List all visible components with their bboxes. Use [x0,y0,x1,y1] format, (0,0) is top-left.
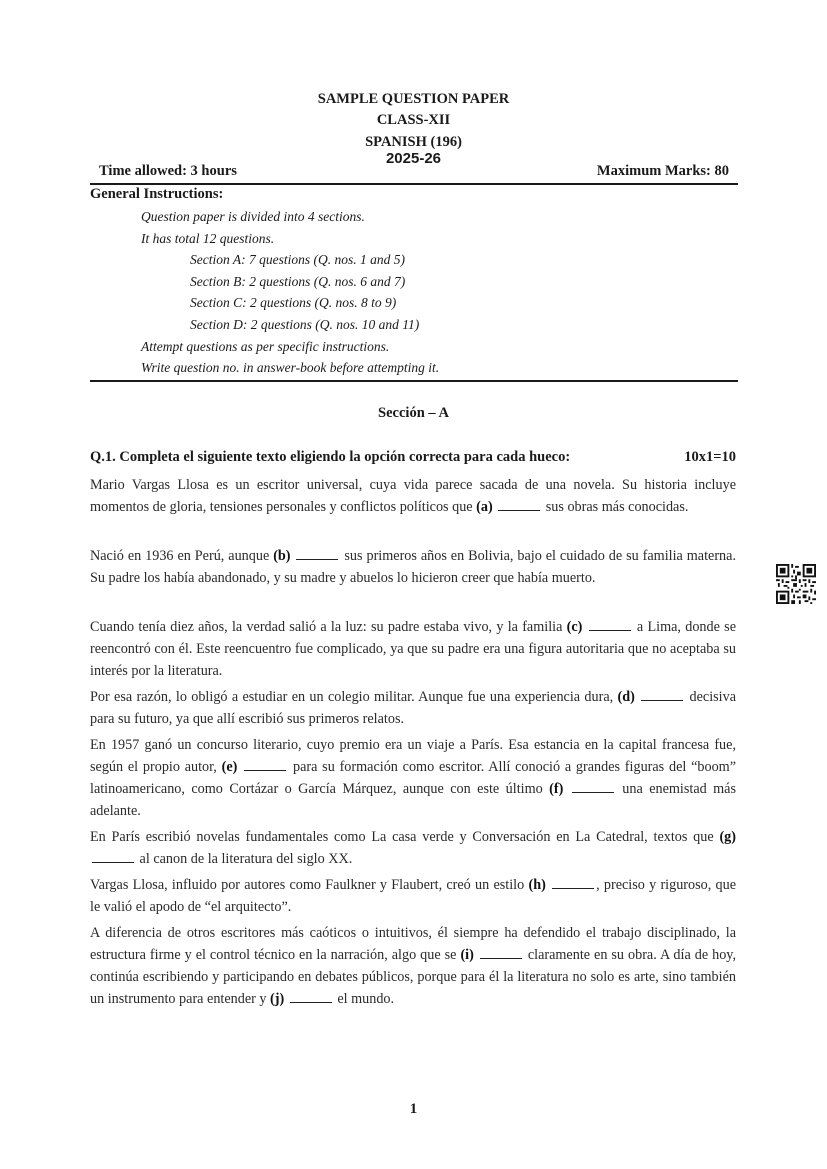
paragraph-text: Nació en 1936 en Perú, aunque [90,548,274,564]
gap-label: (h) [528,877,546,893]
instruction-item: Write question no. in answer-book before attempting it. [141,360,440,375]
gap-label: (g) [719,829,736,845]
paragraph-text: sus primeros años en Bolivia, bajo el cuidado de su familia materna. Su padre los había abandonado, y su madre y abuelos lo hicieron creer que había muerto. [90,548,736,586]
gap-label: (f) [549,781,564,797]
subject-label: SPANISH (196) [365,134,462,150]
gap-label: (d) [617,689,635,705]
answer-blank[interactable] [589,618,631,631]
gap-label: (b) [273,548,291,564]
paragraph [90,686,736,730]
paragraph [90,922,736,1010]
gap-label: (a) [476,499,493,515]
paragraph [90,545,736,589]
paragraph-text: claramente en su obra. A día de hoy, continúa escribiendo y participando en debates públicos, porque para él la literatura no solo es arte, sino también un instrumento para entender y [90,947,737,1007]
paragraph [90,734,736,822]
instruction-item: It has total 12 questions. [141,231,275,246]
question-1-marks: 10x1=10 [684,449,736,465]
answer-blank[interactable] [296,547,338,560]
answer-blank[interactable] [641,688,683,701]
gap-label: (e) [221,759,238,775]
answer-blank[interactable] [480,946,522,959]
paragraph-text: En París escribió novelas fundamentales como La casa verde y Conversación en La Catedral, textos que [90,829,720,845]
time-allowed: Time allowed: 3 hours [99,163,237,179]
paper-title: SAMPLE QUESTION PAPER [317,91,510,107]
paragraph [90,616,736,682]
answer-blank[interactable] [244,758,286,771]
answer-blank[interactable] [552,876,594,889]
instruction-item: Section C: 2 questions (Q. nos. 8 to 9) [190,295,397,310]
paragraph-text: En 1957 ganó un concurso literario, cuyo premio era un viaje a París. Esa estancia en la capital francesa fue, según el propio autor, [90,737,736,775]
answer-blank[interactable] [572,780,614,793]
instruction-item: Section D: 2 questions (Q. nos. 10 and 11) [190,317,420,332]
paragraph-text: A diferencia de otros escritores más caóticos o intuitivos, él siempre ha defendido el trabajo disciplinado, la estructura firme y el control técnico en la narración, algo que se [90,925,736,963]
gap-label: (i) [460,947,474,963]
paragraph-text: para su formación como escritor. Allí conoció a grandes figuras del “boom” latinoamericano, como Cortázar o García Márquez, aunque con este último [90,759,737,797]
section-title: Sección – A [378,405,449,421]
maximum-marks: Maximum Marks: 80 [596,163,729,179]
question-1-prompt: Q.1. Completa el siguiente texto eligiendo la opción correcta para cada hueco: [90,449,571,465]
paragraph-text: sus obras más conocidas. [542,499,689,515]
header-divider [90,183,738,185]
gap-label: (c) [566,619,583,635]
qr-code-icon [776,564,816,604]
paragraph [90,826,736,870]
answer-blank[interactable] [290,990,332,1003]
instruction-item: Question paper is divided into 4 sections. [141,209,365,224]
answer-blank[interactable] [498,498,540,511]
instructions-title: General Instructions: [90,186,224,202]
paragraph-text: al canon de la literatura del siglo XX. [136,851,353,867]
answer-blank[interactable] [92,850,134,863]
paragraph-text: Mario Vargas Llosa es un escritor universal, cuya vida parece sacada de una novela. Su historia incluye momentos de gloria, tensiones personales y conflictos políticos que [90,477,736,515]
instruction-item: Section B: 2 questions (Q. nos. 6 and 7) [190,274,406,289]
paragraph-text: el mundo. [333,991,395,1007]
class-label: CLASS-XII [376,112,451,128]
paragraph [90,474,736,518]
question-1-heading [90,449,738,466]
paragraph-text: Vargas Llosa, influido por autores como Faulkner y Flaubert, creó un estilo [90,877,529,893]
paragraph-text: , preciso y riguroso, que le valió el apodo de “el arquitecto”. [90,877,737,915]
paragraph-text: Por esa razón, lo obligó a estudiar en un colegio militar. Aunque fue una experiencia dura, [90,689,618,705]
year-label: 2025-26 [385,150,442,167]
page-number: 1 [409,1101,418,1117]
paragraph [90,874,736,918]
paragraph-text: una enemistad más adelante. [90,781,737,819]
instruction-item: Section A: 7 questions (Q. nos. 1 and 5) [190,252,405,267]
paragraph-text: a Lima, donde se reencontró con él. Este reencuentro fue complicado, ya que su padre era una figura autoritaria que no aceptaba su interés por la literatura. [90,619,736,679]
paragraph-text: decisiva para su futuro, ya que allí escribió sus primeros relatos. [90,689,737,727]
instruction-item: Attempt questions as per specific instructions. [141,339,390,354]
instructions-divider [90,380,738,382]
gap-label: (j) [270,991,285,1007]
paragraph-text: Cuando tenía diez años, la verdad salió a la luz: su padre estaba vivo, y la familia [90,619,567,635]
